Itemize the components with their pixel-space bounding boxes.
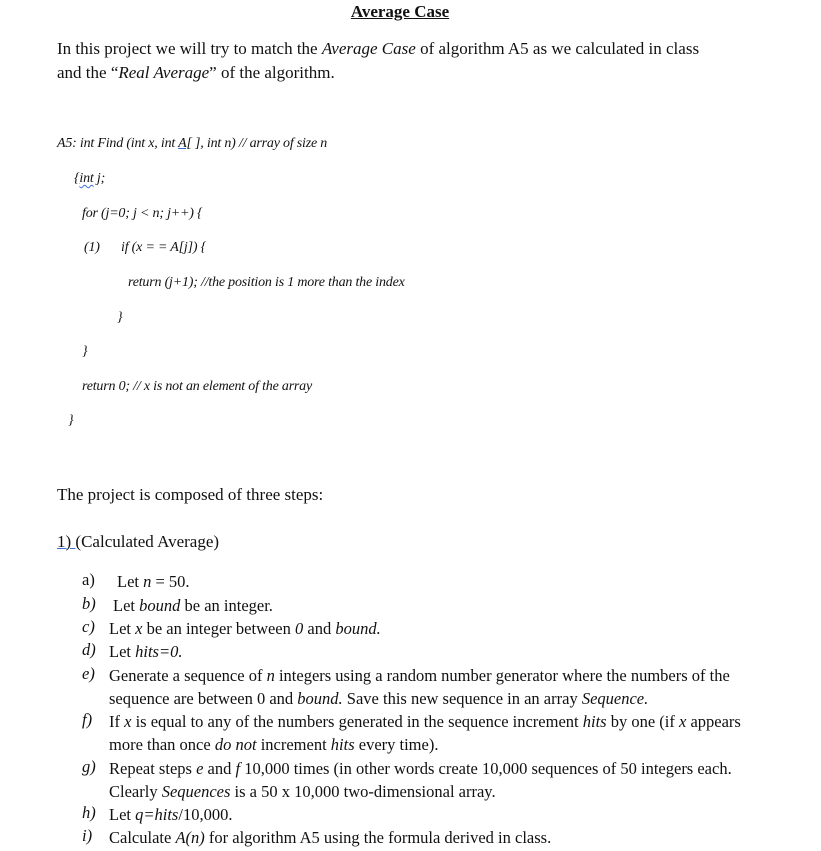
- steps-intro: The project is composed of three steps:: [57, 485, 324, 504]
- list-emphasis: hits: [582, 712, 607, 731]
- code-line: }: [68, 413, 74, 428]
- code-line: [74, 171, 105, 187]
- list-emphasis: hits=0.: [135, 642, 183, 661]
- list-emphasis: hits: [330, 735, 355, 754]
- list-label: a): [82, 570, 95, 589]
- code-line: if (x = = A[j]) {: [121, 240, 206, 255]
- list-label: e): [82, 664, 95, 683]
- list-label: d): [82, 640, 96, 659]
- code-line: }: [82, 344, 88, 359]
- list-text: If: [109, 712, 125, 731]
- list-emphasis: x: [124, 712, 132, 731]
- list-text: Let: [109, 619, 136, 638]
- intro-text: and the “: [57, 63, 119, 82]
- intro-text: In this project we will try to match the: [57, 39, 322, 58]
- list-emphasis: q=hits: [135, 805, 179, 824]
- list-emphasis: x: [679, 712, 687, 731]
- list-text: is equal to any of the numbers generated in the sequence increment: [131, 712, 583, 731]
- intro-text: of algorithm A5 as we calculated in class: [415, 39, 700, 58]
- list-label: g): [82, 757, 96, 776]
- list-text: appears more than once: [109, 712, 741, 754]
- list-text: 10,000 times (in other words create 10,000 sequences of 50 integers each. Clearly: [109, 759, 732, 801]
- list-emphasis: e: [196, 759, 204, 778]
- list-text: integers using a random number generator where the numbers of the sequence are between 0 and: [109, 666, 730, 708]
- list-emphasis: A(n): [175, 828, 205, 847]
- step-1-heading: [57, 532, 219, 552]
- code-text: ], int n) // array of size n: [191, 136, 328, 151]
- code-text: {: [74, 171, 80, 186]
- list-emphasis: Sequences: [161, 782, 231, 801]
- list-label: i): [82, 826, 93, 845]
- list-text: Let: [113, 596, 140, 615]
- list-emphasis: n: [266, 666, 275, 685]
- list-text: and: [203, 759, 236, 778]
- list-label: h): [82, 803, 96, 822]
- list-text: /10,000.: [178, 805, 233, 824]
- list-text: Save this new sequence in an array: [342, 689, 582, 708]
- step-number: 1): [57, 532, 72, 551]
- intro-line-1: [57, 39, 699, 59]
- code-signature: [57, 136, 327, 152]
- list-text: Let: [109, 805, 136, 824]
- intro-line-2: [57, 63, 335, 83]
- list-text: Let: [109, 642, 136, 661]
- intro-emphasis: Average Case: [321, 39, 416, 58]
- list-text: every time).: [354, 735, 439, 754]
- list-text: increment: [256, 735, 331, 754]
- list-emphasis: do not: [214, 735, 257, 754]
- list-emphasis: x: [135, 619, 143, 638]
- list-emphasis: bound.: [297, 689, 343, 708]
- intro-emphasis: Real Average: [118, 63, 210, 82]
- code-line-number: (1): [84, 240, 100, 255]
- list-text: be an integer.: [180, 596, 273, 615]
- list-text: be an integer between: [142, 619, 296, 638]
- intro-text: ” of the algorithm.: [209, 63, 335, 82]
- page-title: Average Case: [350, 2, 450, 21]
- code-text: j;: [93, 171, 106, 186]
- step-label: (Calculated Average): [75, 532, 220, 551]
- list-emphasis: n: [143, 572, 152, 591]
- code-line: return (j+1); //the position is 1 more than the index: [128, 275, 405, 290]
- list-text: Generate a sequence of: [109, 666, 267, 685]
- list-text: for algorithm A5 using the formula derived in class.: [204, 828, 552, 847]
- list-emphasis: f: [235, 759, 241, 778]
- list-label: b): [82, 594, 96, 613]
- code-text: int: [79, 171, 94, 186]
- list-text: by one (if: [606, 712, 679, 731]
- code-line: for (j=0; j < n; j++) {: [82, 206, 203, 221]
- list-emphasis: bound: [139, 596, 181, 615]
- list-text: Calculate: [109, 828, 176, 847]
- list-emphasis: Sequence.: [581, 689, 649, 708]
- code-text: A5: int Find (int x, int: [57, 136, 179, 151]
- list-text: and: [303, 619, 336, 638]
- list-label: c): [82, 617, 95, 636]
- list-text: = 50.: [151, 572, 190, 591]
- code-line: return 0; // x is not an element of the array: [82, 379, 312, 394]
- list-text: Repeat steps: [109, 759, 197, 778]
- list-emphasis: bound.: [335, 619, 381, 638]
- list-text: is a 50 x 10,000 two-dimensional array.: [230, 782, 496, 801]
- code-line: }: [117, 310, 123, 325]
- list-label: f): [82, 710, 93, 729]
- list-emphasis: 0: [295, 619, 304, 638]
- code-text: A[: [178, 136, 192, 151]
- list-text: Let: [117, 572, 144, 591]
